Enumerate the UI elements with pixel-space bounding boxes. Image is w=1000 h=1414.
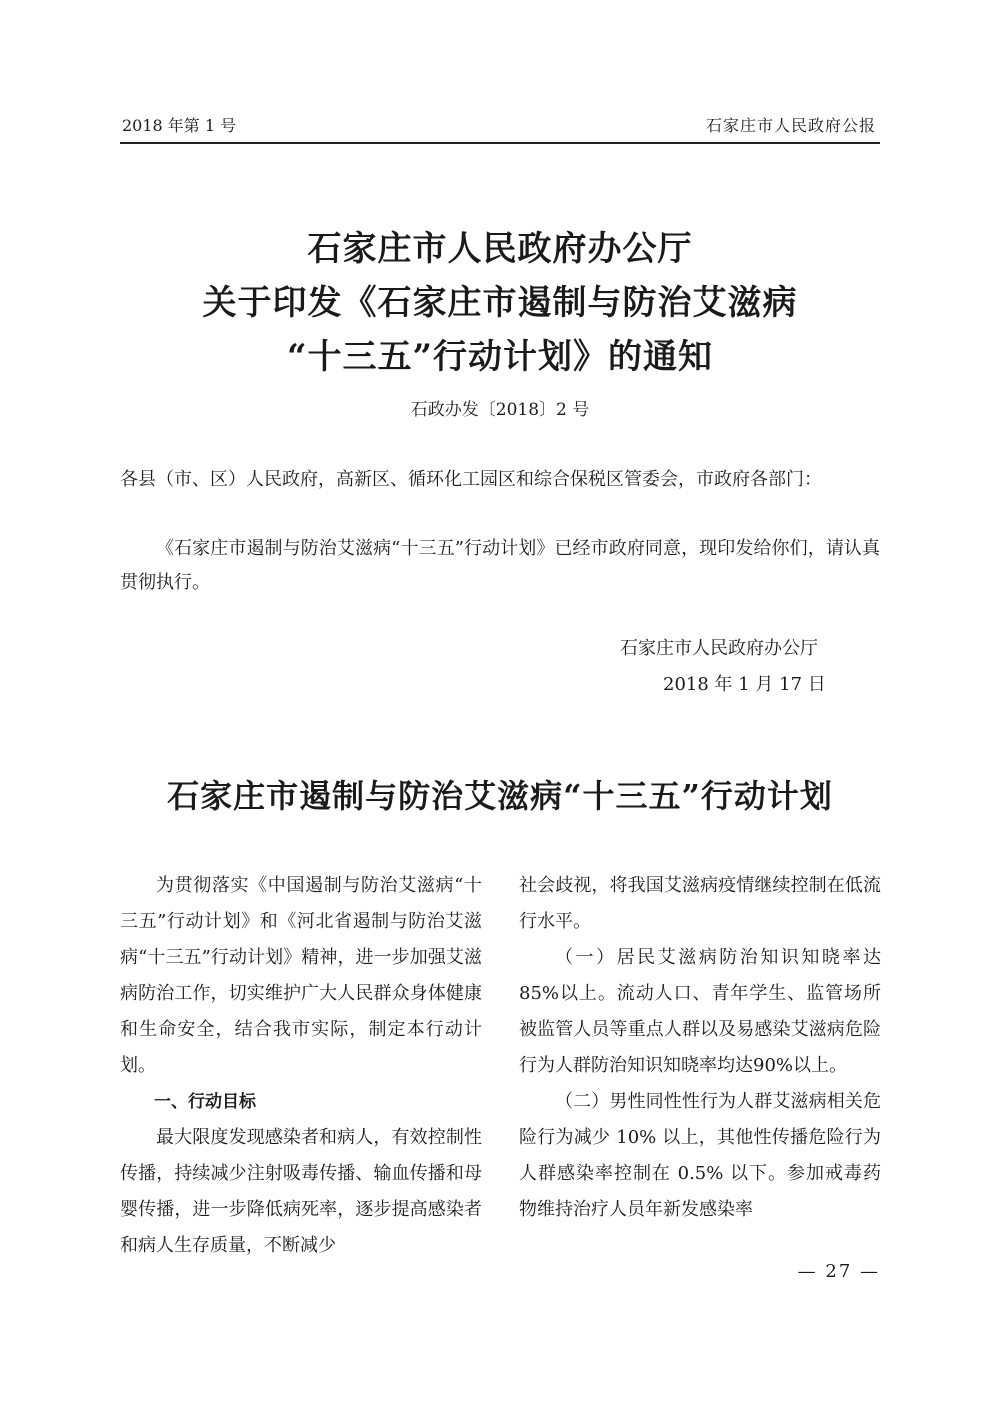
- publication-name: 石家庄市人民政府公报: [705, 116, 876, 135]
- notice-title: [0, 222, 1000, 384]
- goal-continuation: 社会歧视，将我国艾滋病疫情继续控制在低流行水平。: [519, 875, 881, 932]
- document-number: 石政办发〔2018〕2 号: [410, 400, 590, 420]
- page-number: — 27 —: [797, 1261, 880, 1282]
- plan-title: 石家庄市遏制与防治艾滋病“十三五”行动计划: [167, 777, 833, 815]
- notice-title-line: 石家庄市人民政府办公厅: [307, 229, 693, 269]
- left-column: [120, 868, 482, 1264]
- goal-item-2: （二）男性同性性行为人群艾滋病相关危险行为减少 10% 以上，其他性传播危险行为人群感染率控制在 0.5% 以下。参加戒毒药物维持治疗人员年新发感染率: [519, 1091, 881, 1220]
- issue-number: 2018 年第 1 号: [122, 116, 237, 135]
- section-heading: 一、行动目标: [154, 1092, 256, 1112]
- goal-item-1: （一）居民艾滋病防治知识知晓率达85%以上。流动人口、青年学生、监管场所被监管人员等重点人群以及易感染艾滋病危险行为人群防治知识知晓率均达90%以上。: [519, 947, 881, 1076]
- goal-paragraph: 最大限度发现感染者和病人，有效控制性传播，持续减少注射吸毒传播、输血传播和母婴传播，进一步降低病死率，逐步提高感染者和病人生存质量，不断减少: [120, 1127, 482, 1256]
- page-header: [120, 116, 880, 144]
- notice-title-line: 关于印发《石家庄市遏制与防治艾滋病: [202, 283, 798, 323]
- right-column: [519, 868, 881, 1228]
- addressee: 各县（市、区）人民政府，高新区、循环化工园区和综合保税区管委会，市政府各部门：: [120, 469, 822, 490]
- signature-organization: 石家庄市人民政府办公厅: [620, 638, 818, 659]
- intro-paragraph: 为贯彻落实《中国遏制与防治艾滋病“十三五”行动计划》和《河北省遏制与防治艾滋病“十三五”行动计划》精神，进一步加强艾滋病防治工作，切实维护广大人民群众身体健康和生命安全，结合我市实际，制定本行动计划。: [120, 875, 482, 1076]
- notice-title-line: “十三五”行动计划》的通知: [286, 337, 714, 377]
- signature-date: 2018 年 1 月 17 日: [663, 674, 826, 695]
- notice-content: 《石家庄市遏制与防治艾滋病“十三五”行动计划》已经市政府同意，现印发给你们，请认真贯彻执行。: [120, 538, 880, 593]
